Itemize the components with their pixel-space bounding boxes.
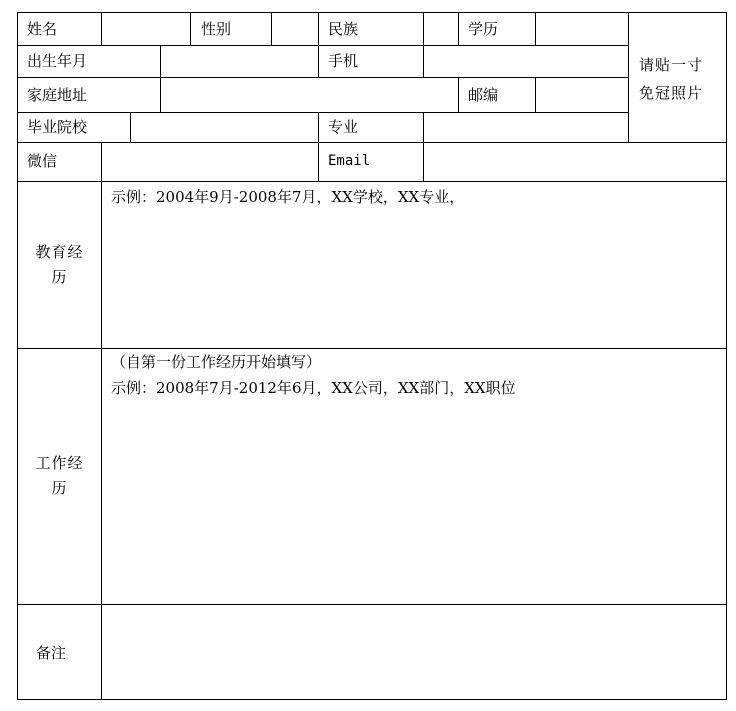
wechat-label: 微信: [27, 152, 58, 170]
postcode-field[interactable]: [536, 78, 628, 112]
photo-placeholder: [639, 51, 703, 107]
education-field[interactable]: [536, 13, 628, 45]
major-label: 专业: [328, 118, 359, 136]
school-field[interactable]: [131, 113, 318, 142]
address-field[interactable]: [161, 78, 458, 112]
work-history-label-line2: 历: [51, 479, 68, 497]
remarks-field[interactable]: [102, 605, 726, 699]
photo-instruction-line1: 请贴一寸: [639, 56, 704, 74]
education-example-text: 示例：2004年9月-2008年7月，XX学校，XX专业，: [111, 188, 465, 206]
work-example-text: 示例：2008年7月-2012年6月，XX公司，XX部门，XX职位: [111, 379, 516, 397]
education-label: 学历: [468, 20, 499, 38]
education-history-label-line2: 历: [51, 268, 68, 286]
birth-field[interactable]: [161, 46, 318, 77]
education-history-label: [18, 240, 101, 290]
phone-label: 手机: [328, 52, 359, 70]
email-label: Email: [328, 153, 371, 169]
work-history-label: [18, 451, 101, 501]
gender-field[interactable]: [272, 13, 318, 45]
ethnicity-field[interactable]: [424, 13, 458, 45]
email-field[interactable]: [424, 143, 726, 181]
school-label: 毕业院校: [27, 118, 88, 136]
wechat-field[interactable]: [102, 143, 318, 181]
education-history-field[interactable]: [111, 184, 464, 210]
name-label: 姓名: [27, 20, 58, 38]
birth-label: 出生年月: [27, 52, 88, 70]
work-history-field[interactable]: [111, 349, 516, 401]
ethnicity-label: 民族: [328, 20, 359, 38]
postcode-label: 邮编: [468, 86, 499, 104]
work-history-label-line1: 工作经: [35, 454, 84, 472]
remarks-label: 备注: [36, 644, 67, 662]
address-label: 家庭地址: [27, 86, 88, 104]
education-history-label-line1: 教育经: [35, 243, 84, 261]
major-field[interactable]: [424, 113, 628, 142]
name-field[interactable]: [102, 13, 190, 45]
gender-label: 性别: [201, 20, 232, 38]
photo-instruction-line2: 免冠照片: [639, 84, 704, 102]
phone-field[interactable]: [424, 46, 628, 77]
work-note-text: （自第一份工作经历开始填写）: [111, 353, 322, 371]
